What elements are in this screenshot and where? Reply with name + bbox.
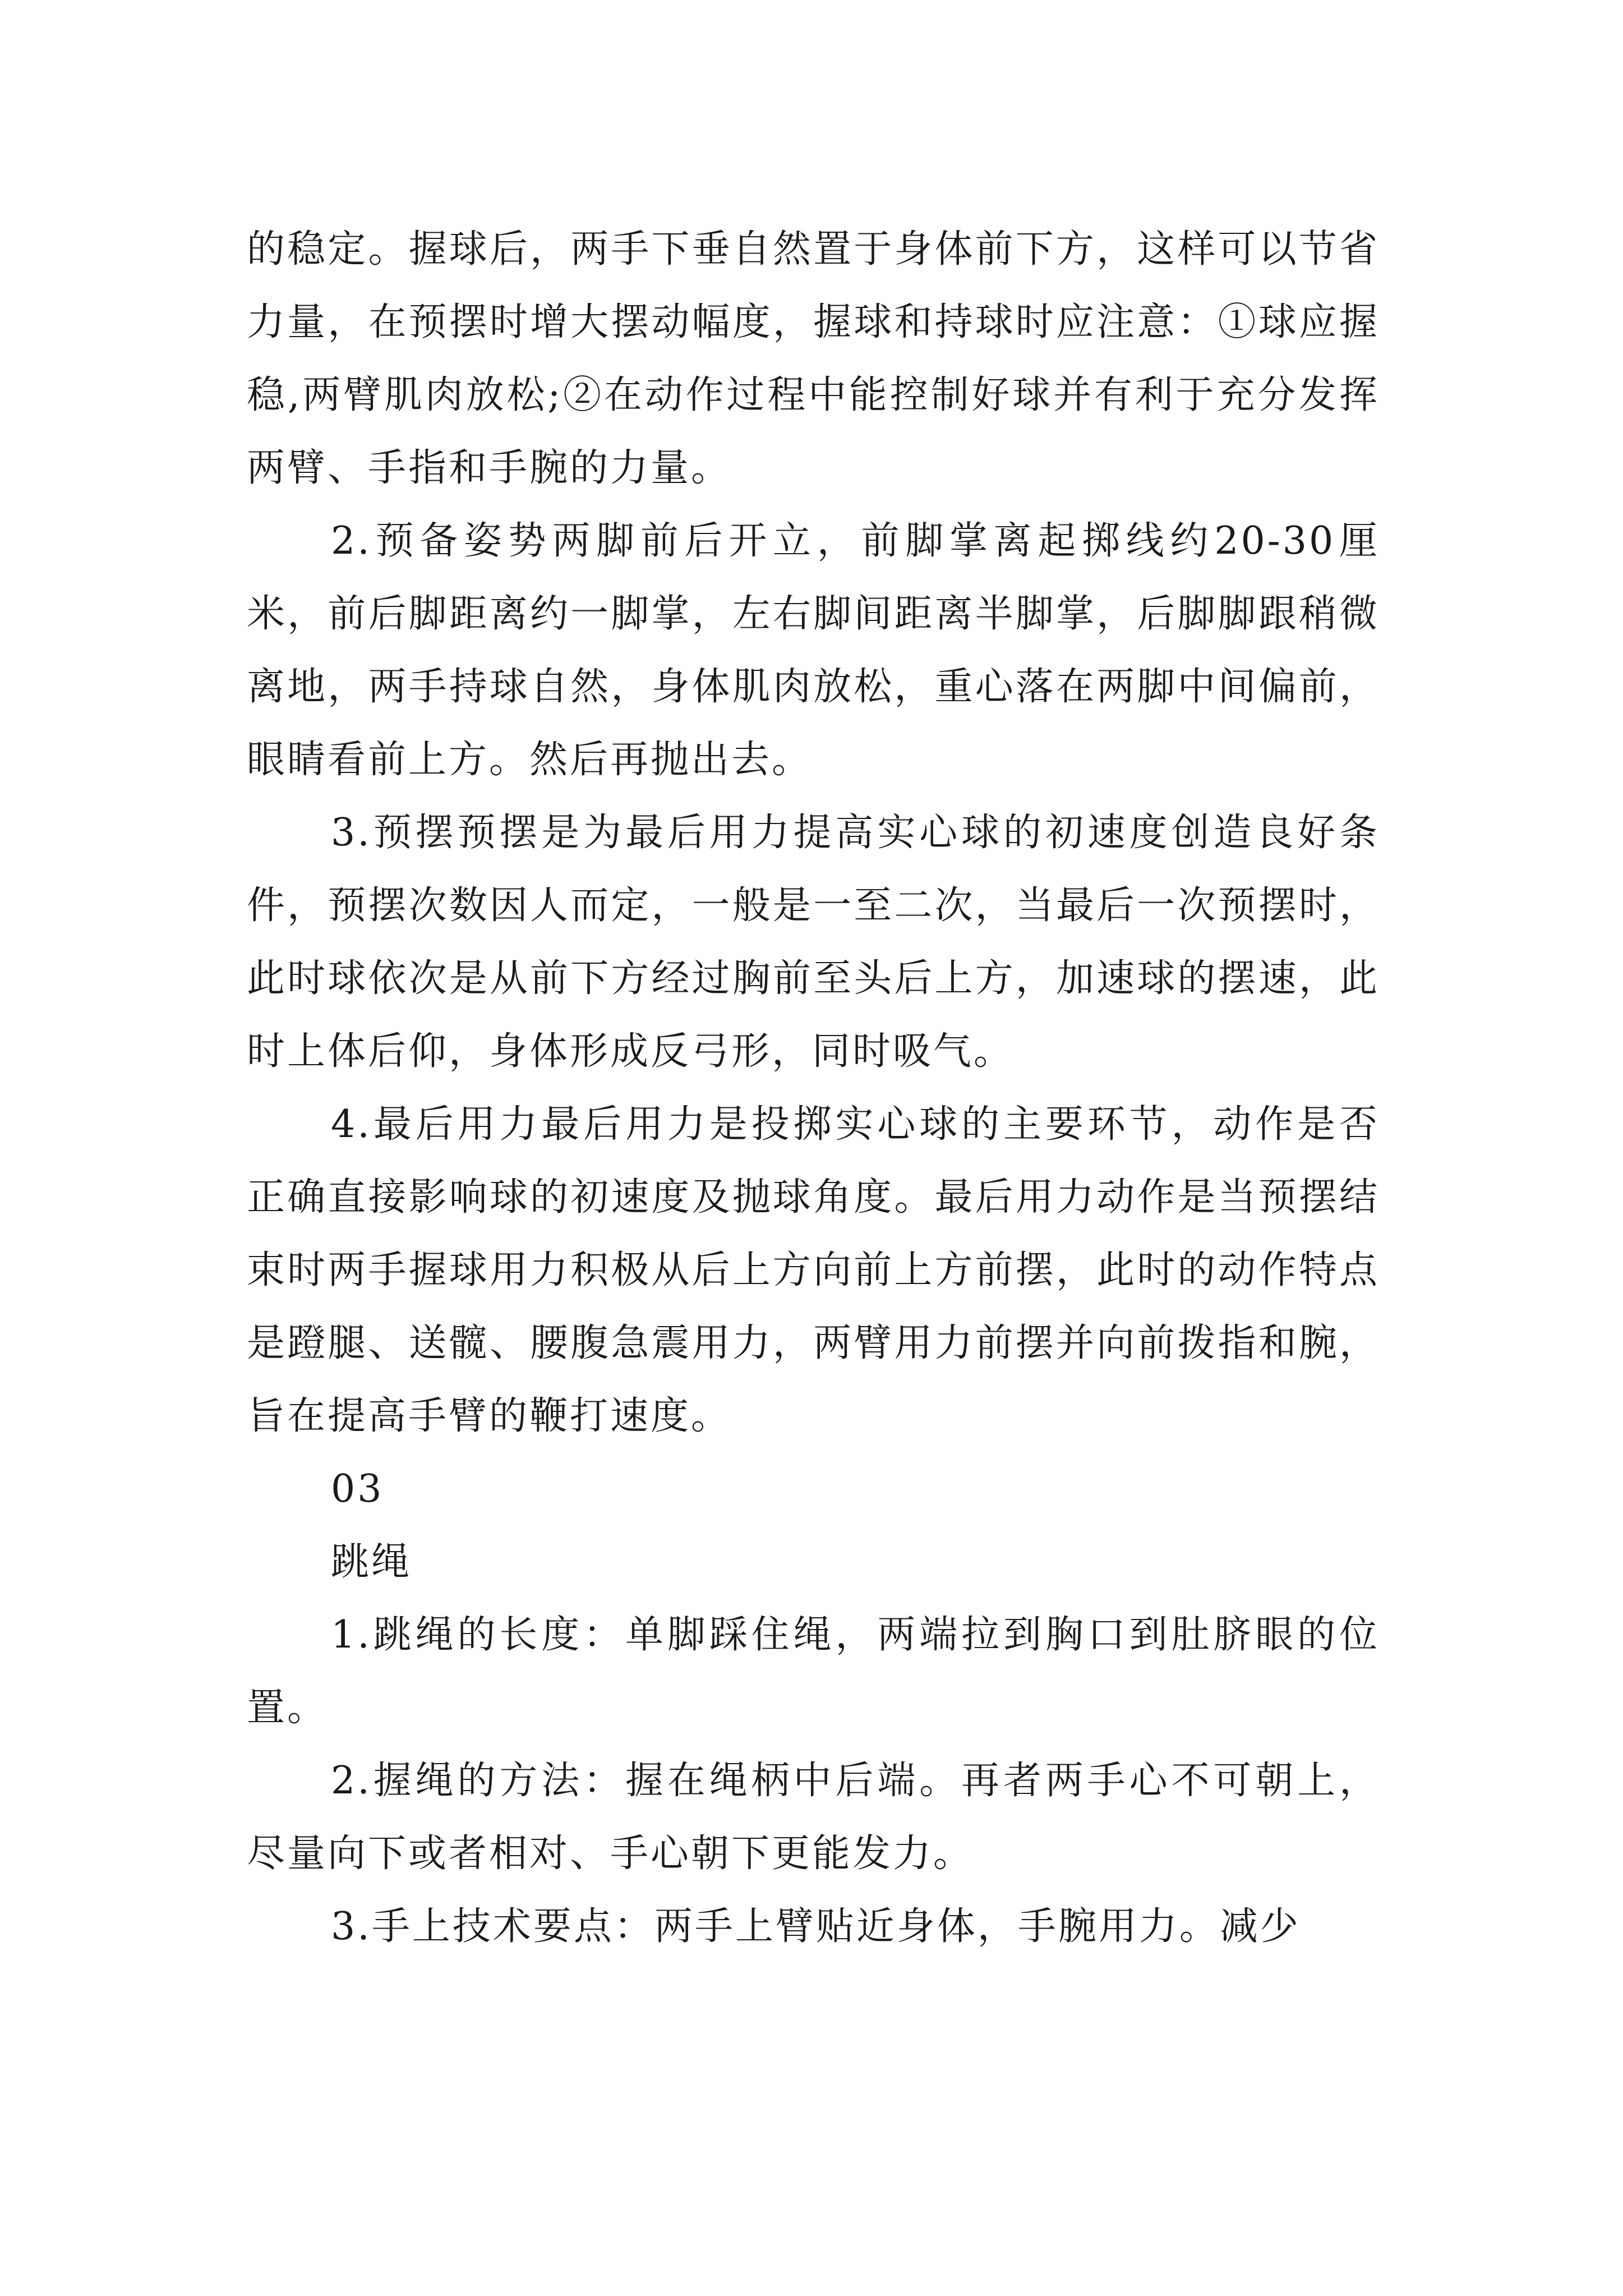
section-title: 跳绳 — [331, 1540, 412, 1584]
paragraph-hand-technique: 3.手上技术要点：两手上臂贴近身体，手腕用力。减少 — [331, 1904, 1301, 1949]
paragraph-continuation: 的稳定。握球后，两手下垂自然置于身体前下方，这样可以节省力量，在预摆时增大摆动幅度，握球和持球时应注意：①球应握稳,两臂肌肉放松;②在动作过程中能控制好球并有利于充分发挥两臂、手指和手腕的力量。 — [247, 227, 1380, 490]
paragraph-ready-stance: 2.预备姿势两脚前后开立，前脚掌离起掷线约20-30厘米，前后脚距离约一脚掌，左右脚间距离半脚掌，后脚脚跟稍微离地，两手持球自然，身体肌肉放松，重心落在两脚中间偏前，眼睛看前上方。然后再抛出去。 — [247, 519, 1380, 782]
document-body — [247, 213, 1380, 1963]
paragraph-rope-length: 1.跳绳的长度：单脚踩住绳，两端拉到胸口到肚脐眼的位置。 — [247, 1613, 1380, 1730]
section-number: 03 — [331, 1467, 384, 1511]
paragraph-pre-swing: 3.预摆预摆是为最后用力提高实心球的初速度创造良好条件，预摆次数因人而定，一般是一至二次，当最后一次预摆时，此时球依次是从前下方经过胸前至头后上方，加速球的摆速，此时上体后仰，身体形成反弓形，同时吸气。 — [247, 811, 1380, 1074]
paragraph-grip-method: 2.握绳的方法：握在绳柄中后端。再者两手心不可朝上，尽量向下或者相对、手心朝下更能发力。 — [247, 1759, 1380, 1876]
paragraph-final-force: 4.最后用力最后用力是投掷实心球的主要环节，动作是否正确直接影响球的初速度及抛球角度。最后用力动作是当预摆结束时两手握球用力积极从后上方向前上方前摆，此时的动作特点是蹬腿、送髋、腰腹急震用力，两臂用力前摆并向前拨指和腕，旨在提高手臂的鞭打速度。 — [247, 1102, 1380, 1438]
